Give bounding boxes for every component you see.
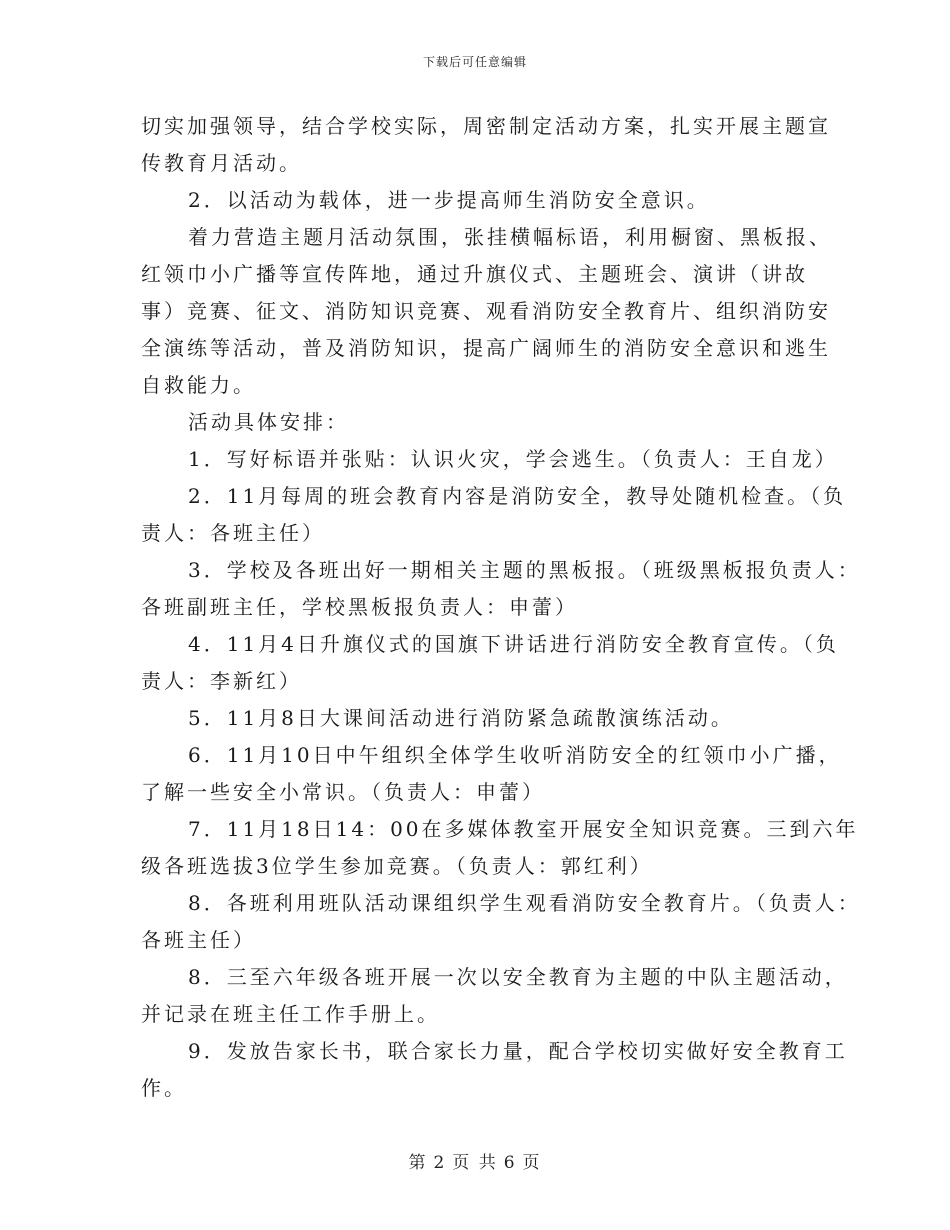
list-item: 1．写好标语并张贴：认识火灾，学会逃生。（负责人：王自龙） <box>188 447 838 471</box>
current-page-number: 2 <box>433 1153 447 1173</box>
list-item-continuation: 级各班选拔3位学生参加竞赛。（负责人：郭红利） <box>141 854 653 878</box>
list-item: 9．发放告家长书，联合家长力量，配合学校切实做好安全教育工 <box>188 1039 848 1063</box>
list-item: 8．各班利用班队活动课组织学生观看消防安全教育片。（负责人： <box>188 891 861 915</box>
list-item: 6．11月10日中午组织全体学生收听消防安全的红领巾小广播， <box>188 743 842 767</box>
list-item-continuation: 作。 <box>141 1076 187 1100</box>
list-item: 8．三至六年级各班开展一次以安全教育为主题的中队主题活动， <box>188 965 848 989</box>
list-item-continuation: 各班副班主任，学校黑板报负责人：申蕾） <box>141 595 578 619</box>
paragraph-line: 红领巾小广播等宣传阵地，通过升旗仪式、主题班会、演讲（讲故 <box>141 262 808 286</box>
list-item-continuation: 各班主任） <box>141 928 256 952</box>
paragraph-line: 自救能力。 <box>141 373 256 397</box>
document-body <box>141 108 861 1107</box>
list-item: 7．11月18日14：00在多媒体教室开展安全知识竞赛。三到六年 <box>188 817 859 841</box>
list-item-continuation: 并记录在班主任工作手册上。 <box>141 1002 440 1026</box>
list-item: 2．11月每周的班会教育内容是消防安全，教导处随机检查。（负 <box>188 484 847 508</box>
list-item: 5．11月8日大课间活动进行消防紧急疏散演练活动。 <box>188 706 734 730</box>
paragraph-line: 着力营造主题月活动氛围，张挂横幅标语，利用橱窗、黑板报、 <box>188 225 832 249</box>
footer-prefix: 第 <box>408 1153 428 1173</box>
page-footer <box>0 1153 950 1173</box>
page-header-note: 下载后可任意编辑 <box>422 55 527 69</box>
paragraph-line: 事）竞赛、征文、消防知识竞赛、观看消防安全教育片、组织消防安 <box>141 299 831 323</box>
list-item: 3．学校及各班出好一期相关主题的黑板报。（班级黑板报负责人： <box>188 558 861 582</box>
section-heading: 活动具体安排： <box>188 410 349 434</box>
list-item: 4．11月4日升旗仪式的国旗下讲话进行消防安全教育宣传。（负 <box>188 632 839 656</box>
list-item-continuation: 了解一些安全小常识。（负责人：申蕾） <box>141 780 545 804</box>
list-item-continuation: 责人：各班主任） <box>141 521 325 545</box>
total-pages-number: 6 <box>503 1153 517 1173</box>
paragraph-line: 切实加强领导，结合学校实际，周密制定活动方案，扎实开展主题宣 <box>141 114 831 138</box>
footer-suffix: 页 <box>522 1153 542 1173</box>
list-item-continuation: 责人：李新红） <box>141 669 302 693</box>
paragraph-line: 全演练等活动，普及消防知识，提高广阔师生的消防安全意识和逃生 <box>141 336 831 360</box>
footer-middle: 页 共 <box>452 1153 498 1173</box>
paragraph-line: 传教育月活动。 <box>141 151 302 175</box>
paragraph-line: 2．以活动为载体，进一步提高师生消防安全意识。 <box>188 188 710 212</box>
